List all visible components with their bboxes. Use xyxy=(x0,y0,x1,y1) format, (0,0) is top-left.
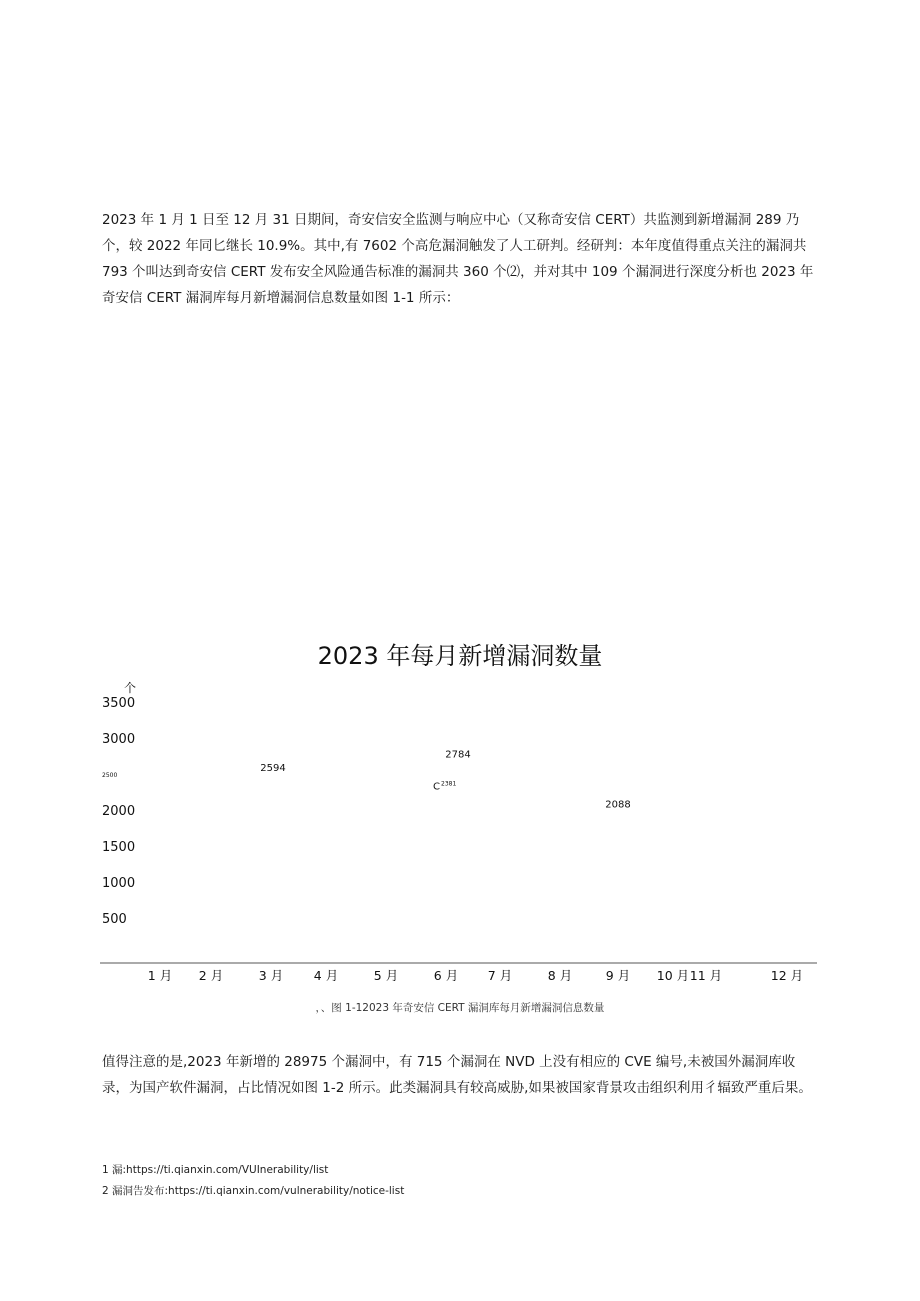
footnote-2: 2 漏洞告发布:https://ti.qianxin.com/vulnerability/notice-list xyxy=(102,1185,405,1197)
x-tick-label: 3 月 xyxy=(258,968,284,983)
y-tick-label: 3500 xyxy=(102,696,136,711)
x-tick-label: 11 月 xyxy=(689,968,723,983)
y-tick-label: 500 xyxy=(102,912,127,927)
x-tick-label: 10 月 xyxy=(656,968,690,983)
x-tick-label: 7 月 xyxy=(487,968,513,983)
data-label: 2381 xyxy=(441,780,457,788)
y-tick-label: 1000 xyxy=(102,876,136,891)
x-tick-label: 4 月 xyxy=(313,968,339,983)
y-tick-label: 3000 xyxy=(102,732,136,747)
x-tick-label: 5 月 xyxy=(373,968,399,983)
intro-paragraph: 2023 年 1 月 1 日至 12 月 31 日期间，奇安信安全监测与响应中心（又称奇安信 CERT）共监测到新增漏洞 289 乃个，较 2022 年同匕继长 10.9%。其中,有 7602 个高危漏洞触发了人工研判。经研判：本年度值得重点关注的漏洞共 793 个叫达到奇安信 CERT 发布安全风险通告标准的漏洞共 360 个⑵，并对其中 109 个漏洞进行深度分析也 2023 年奇安信 CERT 漏洞库每月新增漏洞信息数量如图 1-1 所示： xyxy=(102,212,814,306)
x-tick-label: 1 月 xyxy=(147,968,173,983)
data-label-marker: C xyxy=(433,781,440,793)
data-label: 2594 xyxy=(260,763,286,775)
y-tick-label: 2000 xyxy=(102,804,136,819)
y-tick-label: 1500 xyxy=(102,840,136,855)
x-tick-label: 8 月 xyxy=(547,968,573,983)
x-tick-label: 12 月 xyxy=(770,968,804,983)
data-label: 2784 xyxy=(445,749,471,761)
x-tick-label: 6 月 xyxy=(433,968,459,983)
footnote-1: 1 漏:https://ti.qianxin.com/VUInerability/list xyxy=(102,1164,329,1176)
figure-caption: ，、图 1-12023 年奇安信 CERT 漏洞库每月新增漏洞信息数量 xyxy=(315,1002,605,1014)
x-tick-label: 9 月 xyxy=(605,968,631,983)
x-tick-label: 2 月 xyxy=(198,968,224,983)
chart-title: 2023 年每月新增漏洞数量 xyxy=(317,642,603,670)
y-axis-unit-label: 个 xyxy=(124,681,137,695)
y-tick-label: 2500 xyxy=(102,772,118,779)
second-paragraph: 值得注意的是,2023 年新增的 28975 个漏洞中，有 715 个漏洞在 NVD 上没有相应的 CVE 编号,未被国外漏洞库收录，为国产软件漏洞，占比情况如图 1-2 所示。此类漏洞具有较高威胁,如果被国家背景攻击组织利用彳辐致严重后果。 xyxy=(102,1054,812,1096)
data-label: 2088 xyxy=(605,799,631,811)
